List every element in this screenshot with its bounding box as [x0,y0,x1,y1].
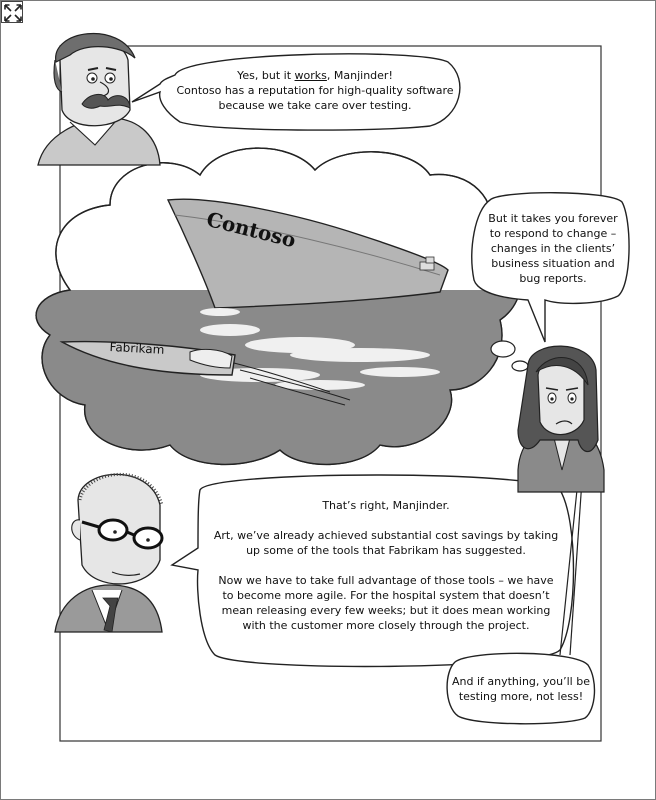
bald-line-1: That’s right, Manjinder. [322,498,450,512]
manjinder-line-4: business situation and [491,256,615,270]
manjinder2-line-1: And if anything, you’ll be [452,675,590,688]
bald-line-2: Art, we’ve already achieved substantial cost savings by taking [213,528,559,542]
manjinder-line-5: bug reports. [519,271,587,285]
art-line-2: Contoso has a reputation for high-quality software [176,83,454,97]
bald-line-6: mean releasing every few weeks; but it does mean working [221,603,551,617]
manjinder-speech-bubble-2 [448,656,594,722]
art-speech-bubble [165,56,465,124]
manjinder-line-1: But it takes you forever [488,211,618,225]
manjinder-line-3: changes in the clients’ [490,241,616,255]
bald-man-speech-bubble [200,480,572,650]
art-line-1: Yes, but it works, Manjinder! [237,68,393,82]
manjinder2-line-2: testing more, not less! [458,690,584,703]
art-line-3: because we take care over testing. [218,98,412,112]
contoso-ship-label: Contoso [204,207,299,253]
manjinder-line-2: to respond to change – [489,226,617,240]
fabrikam-boat-label: Fabrikam [109,340,165,357]
bald-line-3: up some of the tools that Fabrikam has suggested. [246,543,526,557]
bald-line-5: to become more agile. For the hospital system that doesn’t [222,588,550,602]
bald-line-4: Now we have to take full advantage of those tools – we have [218,573,554,587]
manjinder-character [518,346,604,492]
manjinder-speech-bubble [478,200,628,296]
bald-line-7: with the customer more closely through the project. [242,618,530,632]
